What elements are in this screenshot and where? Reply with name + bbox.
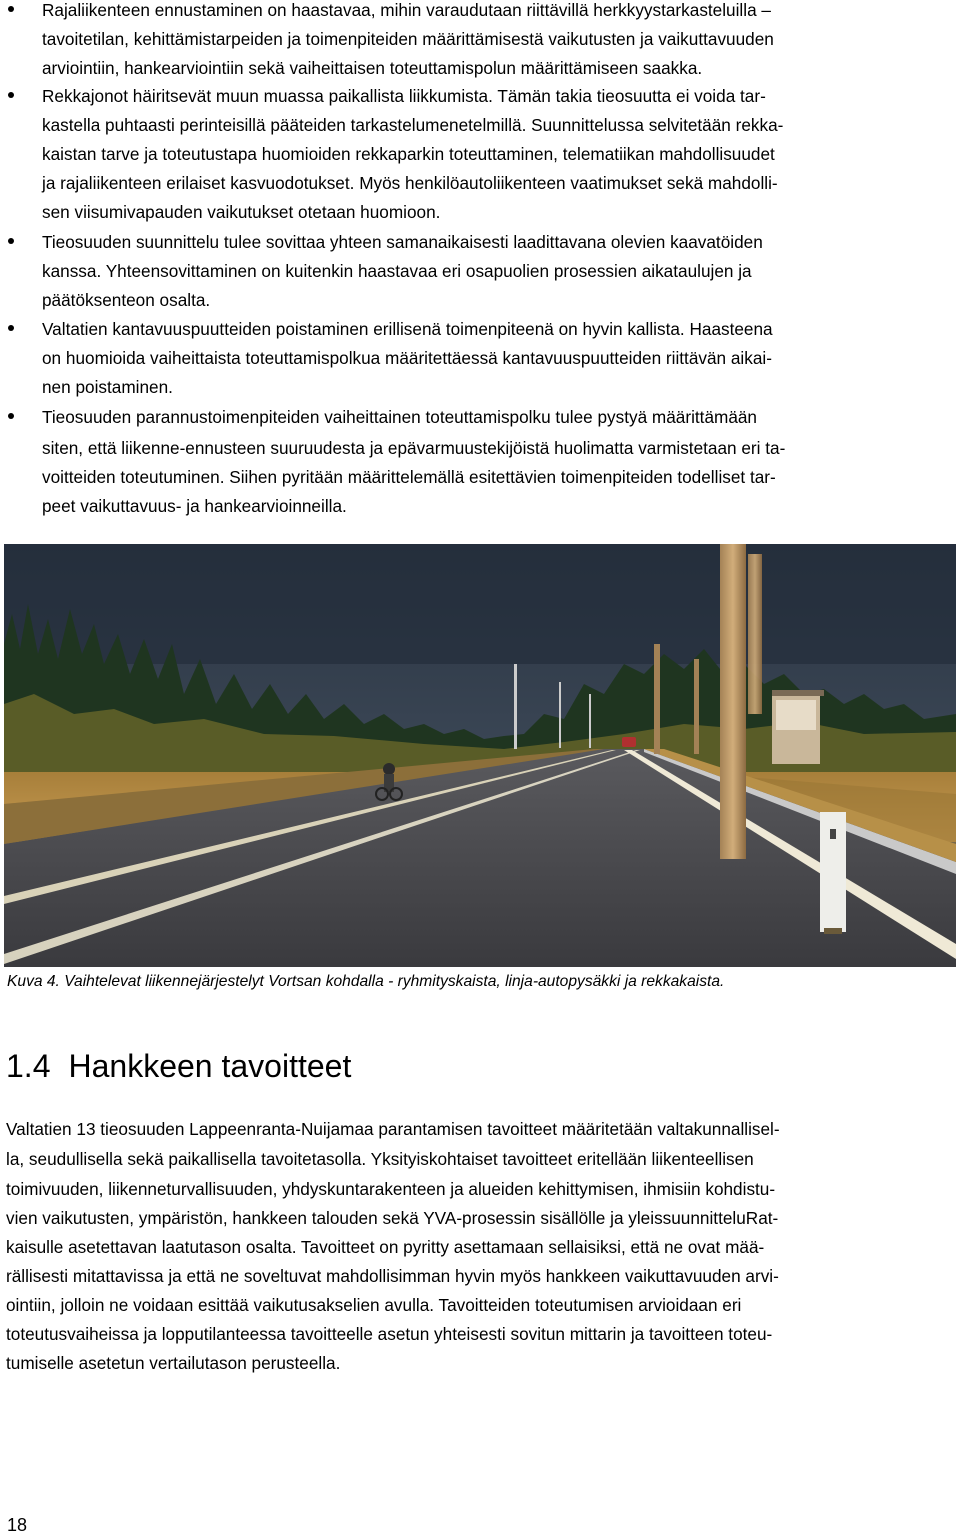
text-line: rällisesti mitattavissa ja että ne soveltuvat mahdollisimman hyvin myös hankkeen vaikuttavuuden arvi-	[6, 1266, 779, 1286]
text-line: toimivuuden, liikenneturvallisuuden, yhdyskuntarakenteen ja alueiden kehittymisen, ihmisiin kohdistu-	[6, 1179, 776, 1199]
bullet-icon	[8, 325, 14, 331]
text-line: vien vaikutusten, ympäristön, hankkeen talouden sekä YVA-prosessin sisällölle ja yleissuunnitteluRat-	[6, 1208, 779, 1228]
text-line: Valtatien 13 tieosuuden Lappeenranta-Nuijamaa parantamisen tavoitteet määritetään valtakunnallisel-	[6, 1119, 780, 1139]
text-line: ointiin, jolloin ne voidaan esittää vaikutusakselien avulla. Tavoitteiden toteutumisen arvioidaan eri	[6, 1295, 742, 1315]
section-title: Hankkeen tavoitteet	[68, 1048, 352, 1084]
text-line: Rajaliikenteen ennustaminen on haastavaa, mihin varaudutaan riittävillä herkkyystarkasteluilla –	[42, 0, 771, 20]
text-line: la, seudullisella sekä paikallisella tavoitetasolla. Yksityiskohtaiset tavoitteet eritellään liikenteellisen	[6, 1149, 754, 1169]
text-line: arviointiin, hankearviointiin sekä vaiheittaisen toteuttamispolun määrittämiseen saakka.	[42, 58, 703, 78]
text-line: toteutusvaiheissa ja lopputilanteessa tavoitteelle asetun yhteisesti sovitun mittarin ja tavoitteen toteu-	[6, 1324, 773, 1344]
text-line: voitteiden toteutuminen. Siihen pyritään määrittelemällä esitettävien toimenpiteiden todelliset tar-	[42, 467, 776, 487]
text-line: ja rajaliikenteen erilaiset kasvuodotukset. Myös henkilöautoliikenteen vaatimukset sekä mahdolli-	[42, 173, 778, 193]
road-photo	[4, 544, 956, 967]
text-line: Tieosuuden parannustoimenpiteiden vaiheittainen toteuttamispolku tulee pystyä määrittämään	[42, 407, 757, 427]
bullet-icon	[8, 92, 14, 98]
figure-caption: Kuva 4. Vaihtelevat liikennejärjestelyt Vortsan kohdalla - ryhmityskaista, linja-autopysäkki ja rekkakaista.	[7, 973, 725, 990]
text-line: Tieosuuden suunnittelu tulee sovittaa yhteen samanaikaisesti laadittavana olevien kaavatöiden	[42, 232, 763, 252]
text-line: siten, että liikenne-ennusteen suuruudesta ja epävarmuustekijöistä huolimatta varmistetaan eri ta-	[42, 438, 786, 458]
page-number: 18	[7, 1515, 28, 1535]
text-line: Valtatien kantavuuspuutteiden poistaminen erillisenä toimenpiteenä on hyvin kallista. Haasteena	[42, 319, 773, 339]
bullet-icon	[8, 238, 14, 244]
bullet-icon	[8, 413, 14, 419]
text-line: kanssa. Yhteensovittaminen on kuitenkin haastavaa eri osapuolien prosessien aikataulujen ja	[42, 261, 752, 281]
text-line: nen poistaminen.	[42, 377, 173, 397]
text-line: on huomioida vaiheittaista toteuttamispolkua määritettäessä kantavuuspuutteiden riittävän aikai-	[42, 348, 772, 368]
text-line: päätöksenteon osalta.	[42, 290, 211, 310]
text-line: peet vaikuttavuus- ja hankearvioinneilla.	[42, 496, 347, 516]
bullet-icon	[8, 6, 14, 12]
text-line: tavoitetilan, kehittämistarpeiden ja toimenpiteiden määrittämisestä vaikutusten ja vaikuttavuuden	[42, 29, 774, 49]
section-heading	[6, 1046, 351, 1086]
section-number: 1.4	[6, 1048, 51, 1084]
text-line: Rekkajonot häiritsevät muun muassa paikallista liikkumista. Tämän takia tieosuutta ei voida tar-	[42, 86, 766, 106]
text-line: kaisulle asetettavan laatutason osalta. Tavoitteet on pyritty asettamaan sellaisiksi, että ne ovat mää-	[6, 1237, 765, 1257]
text-line: kastella puhtaasti perinteisillä pääteiden tarkastelumenetelmillä. Suunnittelussa selvitetään rekka-	[42, 115, 784, 135]
text-line: kaistan tarve ja toteutustapa huomioiden rekkaparkin toteuttaminen, telematiikan mahdollisuudet	[42, 144, 775, 164]
text-line: sen viisumivapauden vaikutukset otetaan huomioon.	[42, 202, 441, 222]
text-line: tumiselle asetetun vertailutason perusteella.	[6, 1353, 341, 1373]
